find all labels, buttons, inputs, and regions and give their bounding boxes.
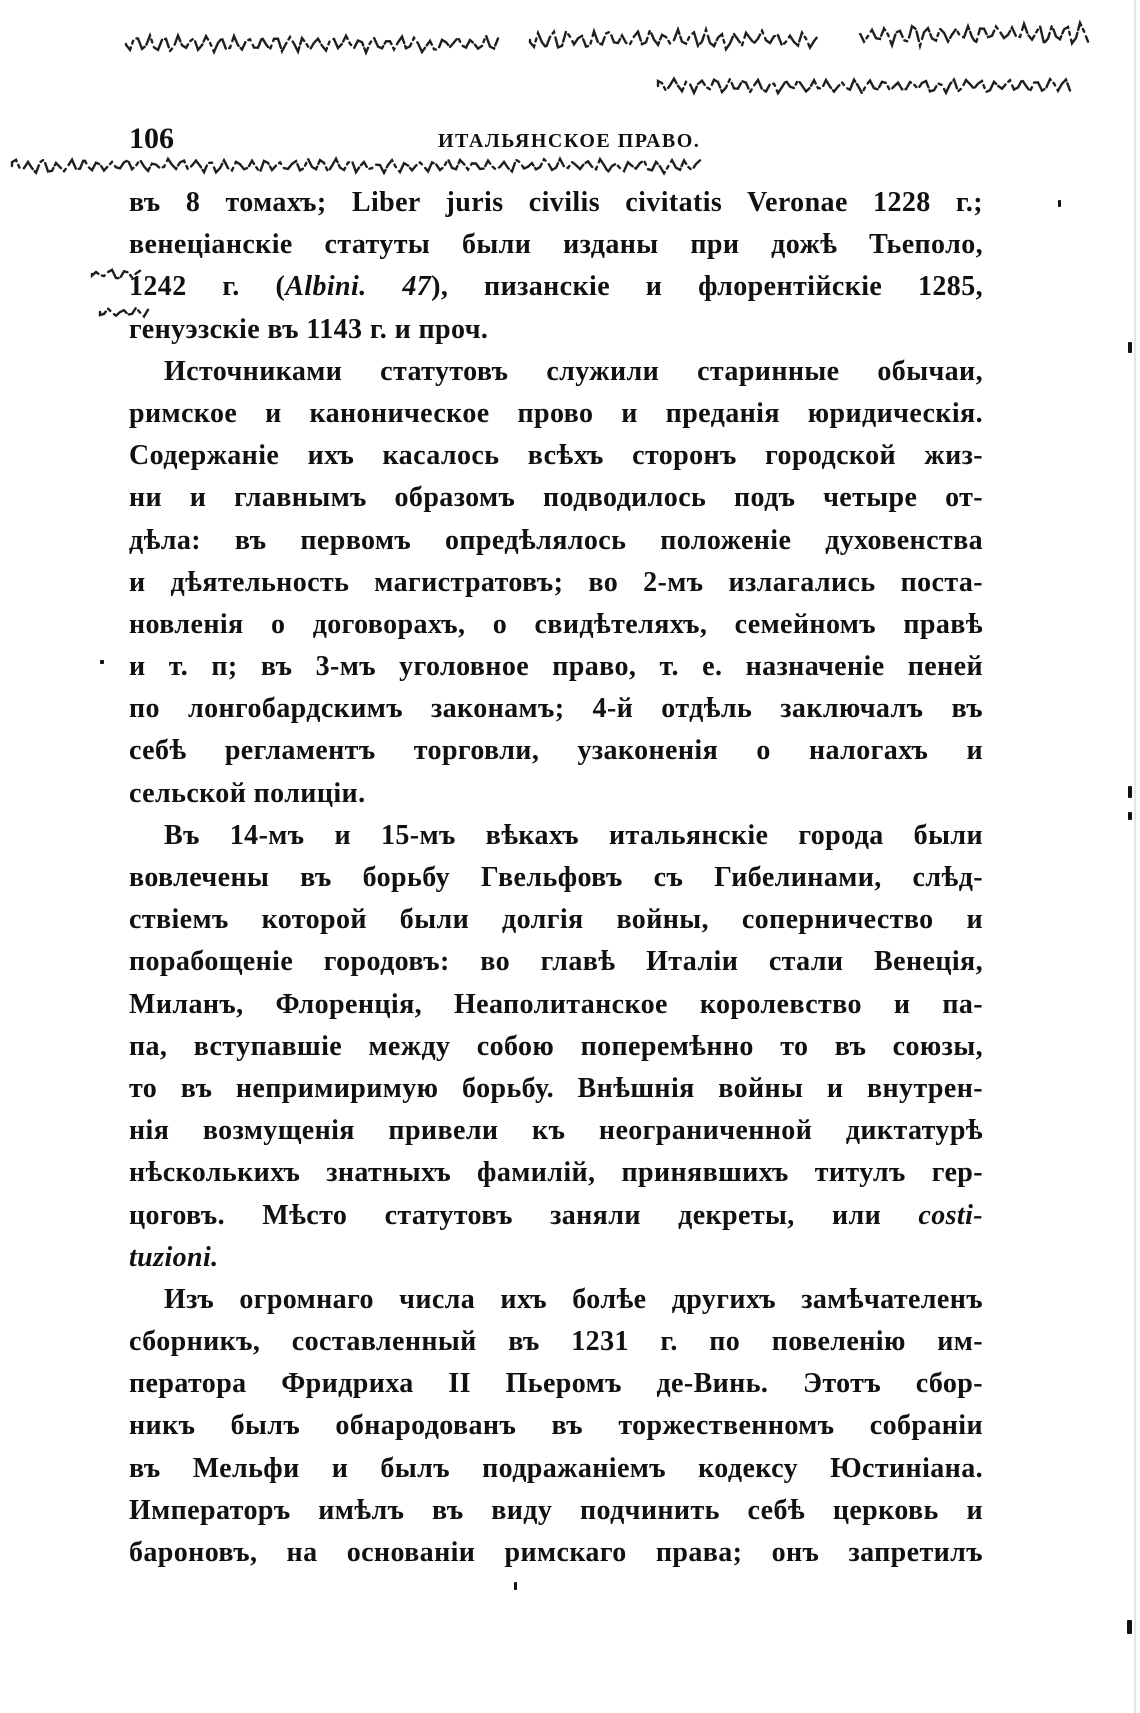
margin-mark [100,660,104,664]
text-line: Въ 14-мъ и 15-мъ вѣкахъ итальянскіе города были [164,819,983,851]
margin-mark [1128,812,1132,820]
text-line [129,266,983,308]
text-segment: 1242 г. ( [129,271,286,303]
text-line: по лонгобардскимъ законамъ; 4-й отдѣль заключалъ въ [129,693,983,725]
margin-mark [1128,786,1132,798]
text-line: Содержаніе ихъ касалось всѣхъ сторонъ городской жиз- [129,440,983,472]
margin-mark [1127,1620,1132,1634]
text-segment: ), пизанскіе и флорентійскіе 1285, [431,271,984,303]
text-line: генуэзскіе въ 1143 г. и проч. [129,313,489,345]
text-line: вовлечены въ борьбу Гвельфовъ съ Гибелинами, слѣд- [129,862,983,893]
page-gutter-shadow [1134,0,1136,1713]
text-line: никъ былъ обнародованъ въ торжественномъ собраніи [129,1410,983,1442]
text-line: Изъ огромнаго числа ихъ болѣе другихъ замѣчателенъ [164,1283,983,1315]
text-line: то въ непримиримую борьбу. Внѣшнія войны и внутрен- [129,1072,983,1104]
text-line: въ Мельфи и былъ подражаніемъ кодексу Юстиніана. [129,1452,983,1484]
italic-text: tuzioni. [129,1241,219,1273]
text-line: Императоръ имѣлъ въ виду подчинить себѣ церковь и [129,1494,983,1526]
paragraph [129,815,983,1279]
text-line [129,1195,983,1237]
text-line: венеціанскіе статуты были изданы при дожѣ Тьеполо, [129,229,983,261]
text-line: римское и каноническое прово и преданія юридическія. [129,397,983,429]
text-line: нѣсколькихъ знатныхъ фамилій, принявшихъ титулъ гер- [129,1157,983,1189]
handwritten-scribble [12,159,700,174]
paragraph [129,351,983,815]
text-line: нія возмущенія привели къ неограниченной диктатурѣ [129,1115,983,1147]
text-line: бароновъ, на основаніи римскаго права; онъ запретилъ [129,1537,983,1568]
body-text [129,182,983,1574]
page-number: 106 [129,122,174,155]
text-line: порабощеніе городовъ: во главѣ Италіи стали Венеція, [129,946,983,978]
text-line: па, вступавшіе между собою поперемѣнно то въ союзы, [129,1030,983,1062]
text-line: сборникъ, составленный въ 1231 г. по повеленію им- [129,1326,983,1358]
text-line: Источниками статутовъ служили старинные обычаи, [164,355,983,387]
running-title: ИТАЛЬЯНСКОЕ ПРАВО. [438,130,701,152]
handwritten-scribble [530,30,818,50]
text-line: ператора Фридриха II Пьеромъ де-Винь. Этотъ сбор- [129,1368,983,1400]
text-line: Миланъ, Флоренція, Неаполитанское королевство и па- [129,988,983,1020]
text-line: ни и главнымъ образомъ подводилось подъ четыре от- [129,482,983,514]
paragraph [129,1279,983,1574]
italic-text: costi- [918,1199,983,1231]
text-line: и дѣятельность магистратовъ; во 2-мъ излагались поста- [129,566,983,598]
text-line: себѣ регламентъ торговли, узаконенія о налогахъ и [129,735,983,767]
text-line [129,1237,983,1279]
margin-mark [514,1582,517,1590]
handwritten-scribble [126,35,498,52]
handwritten-scribble [658,79,1070,94]
text-line: дѣла: въ первомъ опредѣлялось положеніе духовенства [129,524,983,556]
handwritten-scribble [860,23,1088,46]
paragraph [129,182,983,351]
text-segment: цоговъ. Мѣсто статутовъ заняли декреты, или [129,1199,919,1231]
italic-text: Albini. 47 [285,271,432,303]
text-line: и т. п; въ 3-мъ уголовное право, т. е. назначеніе пеней [129,651,983,683]
margin-mark [1128,342,1132,353]
margin-mark [1058,200,1061,207]
text-line: новленія о договорахъ, о свидѣтеляхъ, семейномъ правѣ [129,608,983,640]
text-line: сельской полиціи. [129,777,366,809]
text-line: ствіемъ которой были долгія войны, соперничество и [129,904,983,936]
text-line: въ 8 томахъ; Liber juris civilis civitatis Veronae 1228 г.; [129,187,983,218]
